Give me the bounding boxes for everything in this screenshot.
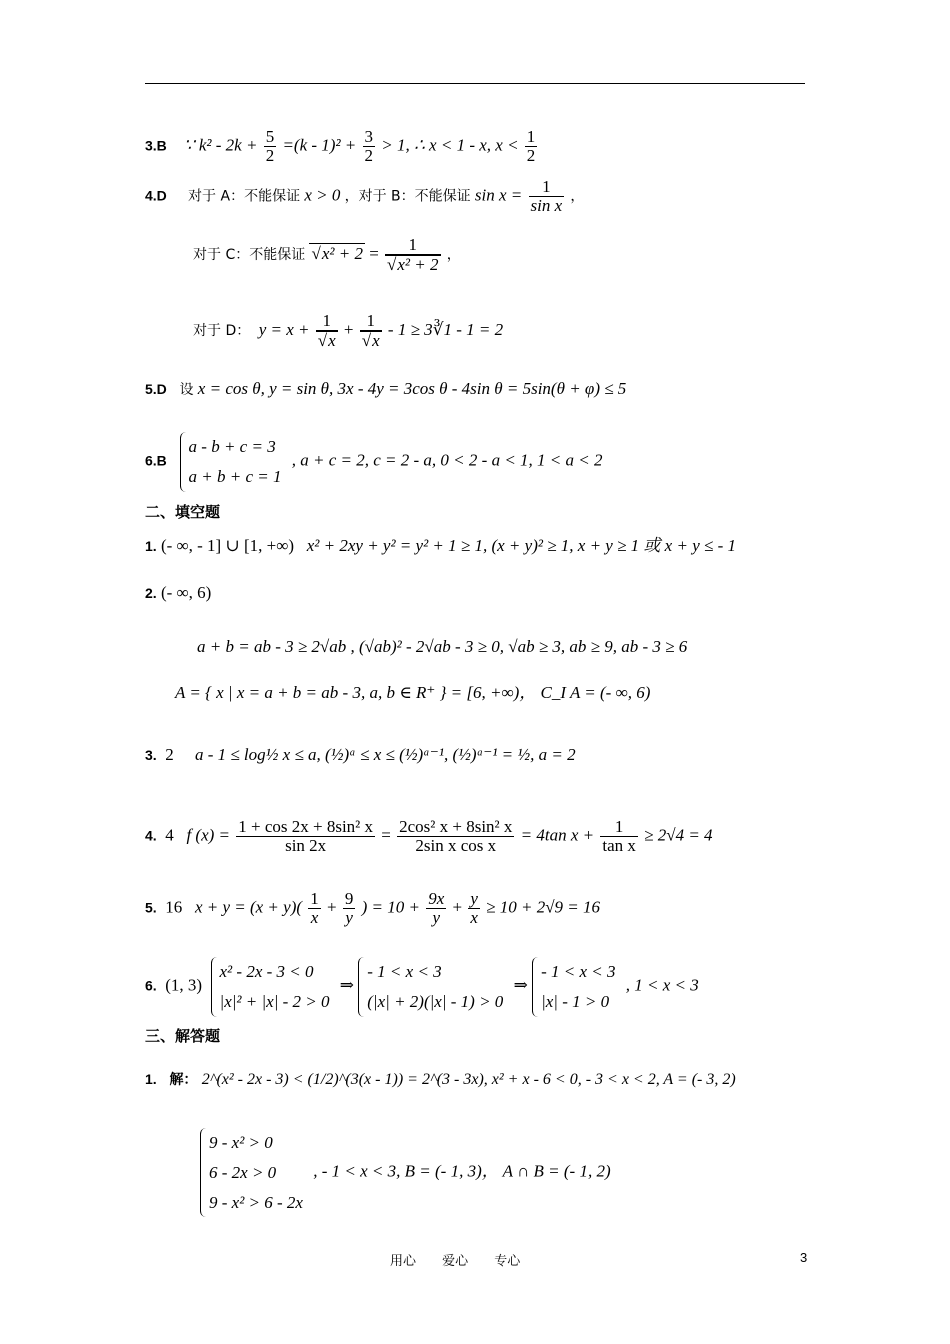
fraction: $\frac{1}{x}$ — [310, 889, 319, 927]
page-number: 3 — [800, 1250, 808, 1265]
fill-5: 5. 16 x + y = (x + y)( $\frac{1}{x}$ + $\frac{9}{y}$ ) = 10 + $\frac{9x}{y}$ + $\frac{y}{x}$ ≥ 10 + 2√9 = 16 — [145, 889, 601, 927]
fill-6: 6. (1, 3) x² - 2x - 3 < 0 |x|² + |x| - 2 > 0 ⇒ - 1 < x < 3 (|x| + 2)(|x| - 1) > 0 ⇒ - 1 < x < 3 |x| - 1 > 0 , 1 < x < 3 — [145, 957, 699, 1017]
fraction: 1 √ x² + 2 — [385, 236, 440, 274]
header-rule — [145, 83, 805, 84]
fraction: $\frac{1}{\text{tan x}}$ — [602, 817, 636, 855]
fraction: $\frac{1}{\text{sin x}}$ — [530, 177, 563, 215]
fill-3: 3. 2 a - 1 ≤ log½ x ≤ a, (½)ᵃ ≤ x ≤ (½)ᵃ⁻¹, (½)ᵃ⁻¹ = ½, a = 2 — [145, 745, 576, 764]
fraction: $\frac{y}{x}$ — [470, 889, 478, 927]
answer-4-c: 对于 C：不能保证 √ x² + 2 = 1 √ x² + 2 ， — [193, 236, 461, 274]
fraction: $\frac{\text{1 + cos 2x + 8sin² x}}{\sin 2x}$ — [238, 817, 374, 855]
answer-5: 5.D 设 x = cos θ, y = sin θ, 3x - 4y = 3cos θ - 4sin θ = 5sin(θ + φ) ≤ 5 — [145, 379, 627, 398]
fraction: $\frac{9x}{y}$ — [428, 889, 445, 927]
section-fill-in: 二、填空题 — [145, 503, 221, 521]
fraction: 1 √ x — [360, 312, 382, 350]
answer-3: 3.B ∵ k² - 2k + $\frac{5}{2}$ =(k - 1)² + $\frac{3}{2}$ > 1, ∴ x < 1 - x, x < $\frac{1}{2}$ — [145, 127, 536, 165]
fill-1: 1. (- ∞, - 1] ∪ [1, +∞) x² + 2xy + y² = y² + 1 ≥ 1, (x + y)² ≥ 1, x + y ≥ 1 或 x + y ≤ - 1 — [145, 536, 736, 555]
fill-2-line2: A = { x | x = a + b = ab - 3, a, b ∈ R⁺ } = [6, +∞)， C_I A = (- ∞, 6) — [175, 683, 651, 702]
section-solution: 三、解答题 — [145, 1027, 221, 1045]
radical: √ x² + 2 — [309, 243, 364, 263]
equation-system: x² - 2x - 3 < 0 |x|² + |x| - 2 > 0 — [211, 957, 336, 1017]
fraction: $\frac{5}{2}$ — [265, 127, 275, 165]
fraction: $\frac{3}{2}$ — [364, 127, 374, 165]
fill-2-line1: a + b = ab - 3 ≥ 2√ab , (√ab)² - 2√ab - 3 ≥ 0, √ab ≥ 3, ab ≥ 9, ab - 3 ≥ 6 — [197, 637, 688, 656]
fill-2: 2. (- ∞, 6) — [145, 583, 212, 602]
fill-4: 4. 4 f (x) = $\frac{\text{1 + cos 2x + 8sin² x}}{\sin 2x}$ = $\frac{\text{2cos² x + 8sin² x}}{\text{2sin x cos x}}$ = 4tan x + $\frac{1}{\text{tan x}}$ ≥ 2√4 = 4 — [145, 817, 713, 855]
equation-system: - 1 < x < 3 |x| - 1 > 0 — [532, 957, 621, 1017]
footer-text: 用心 爱心 专心 — [390, 1254, 521, 1269]
answer-4-d: 对于 D： y = x + 1 √ x + 1 √ x - 1 ≥ 3∛1 - 1 = 2 — [193, 312, 503, 350]
solution-1-system: 9 - x² > 0 6 - 2x > 0 9 - x² > 6 - 2x , - 1 < x < 3, B = (- 1, 3)， A ∩ B = (- 1, 2) — [200, 1128, 611, 1217]
fraction: $\frac{\text{2cos² x + 8sin² x}}{\text{2sin x cos x}}$ — [399, 817, 513, 855]
equation-system: - 1 < x < 3 (|x| + 2)(|x| - 1) > 0 — [358, 957, 509, 1017]
fraction: $\frac{1}{2}$ — [526, 127, 536, 165]
fraction: $\frac{9}{y}$ — [344, 889, 354, 927]
solution-1: 1. 解： 2^(x² - 2x - 3) < (1/2)^(3(x - 1)) = 2^(3 - 3x), x² + x - 6 < 0, - 3 < x < 2, A = (- 3, 2) — [145, 1071, 736, 1088]
equation-system: a - b + c = 3 a + b + c = 1 — [180, 432, 288, 492]
fraction: 1 √ x — [316, 312, 338, 350]
answer-6: 6.B a - b + c = 3 a + b + c = 1 , a + c = 2, c = 2 - a, 0 < 2 - a < 1, 1 < a < 2 — [145, 432, 602, 492]
equation-system: 9 - x² > 0 6 - 2x > 0 9 - x² > 6 - 2x — [200, 1128, 309, 1217]
answer-4: 4.D 对于 A：不能保证 x > 0 ，对于 B：不能保证 sin x = $\frac{1}{\text{sin x}}$ ， — [145, 177, 585, 215]
